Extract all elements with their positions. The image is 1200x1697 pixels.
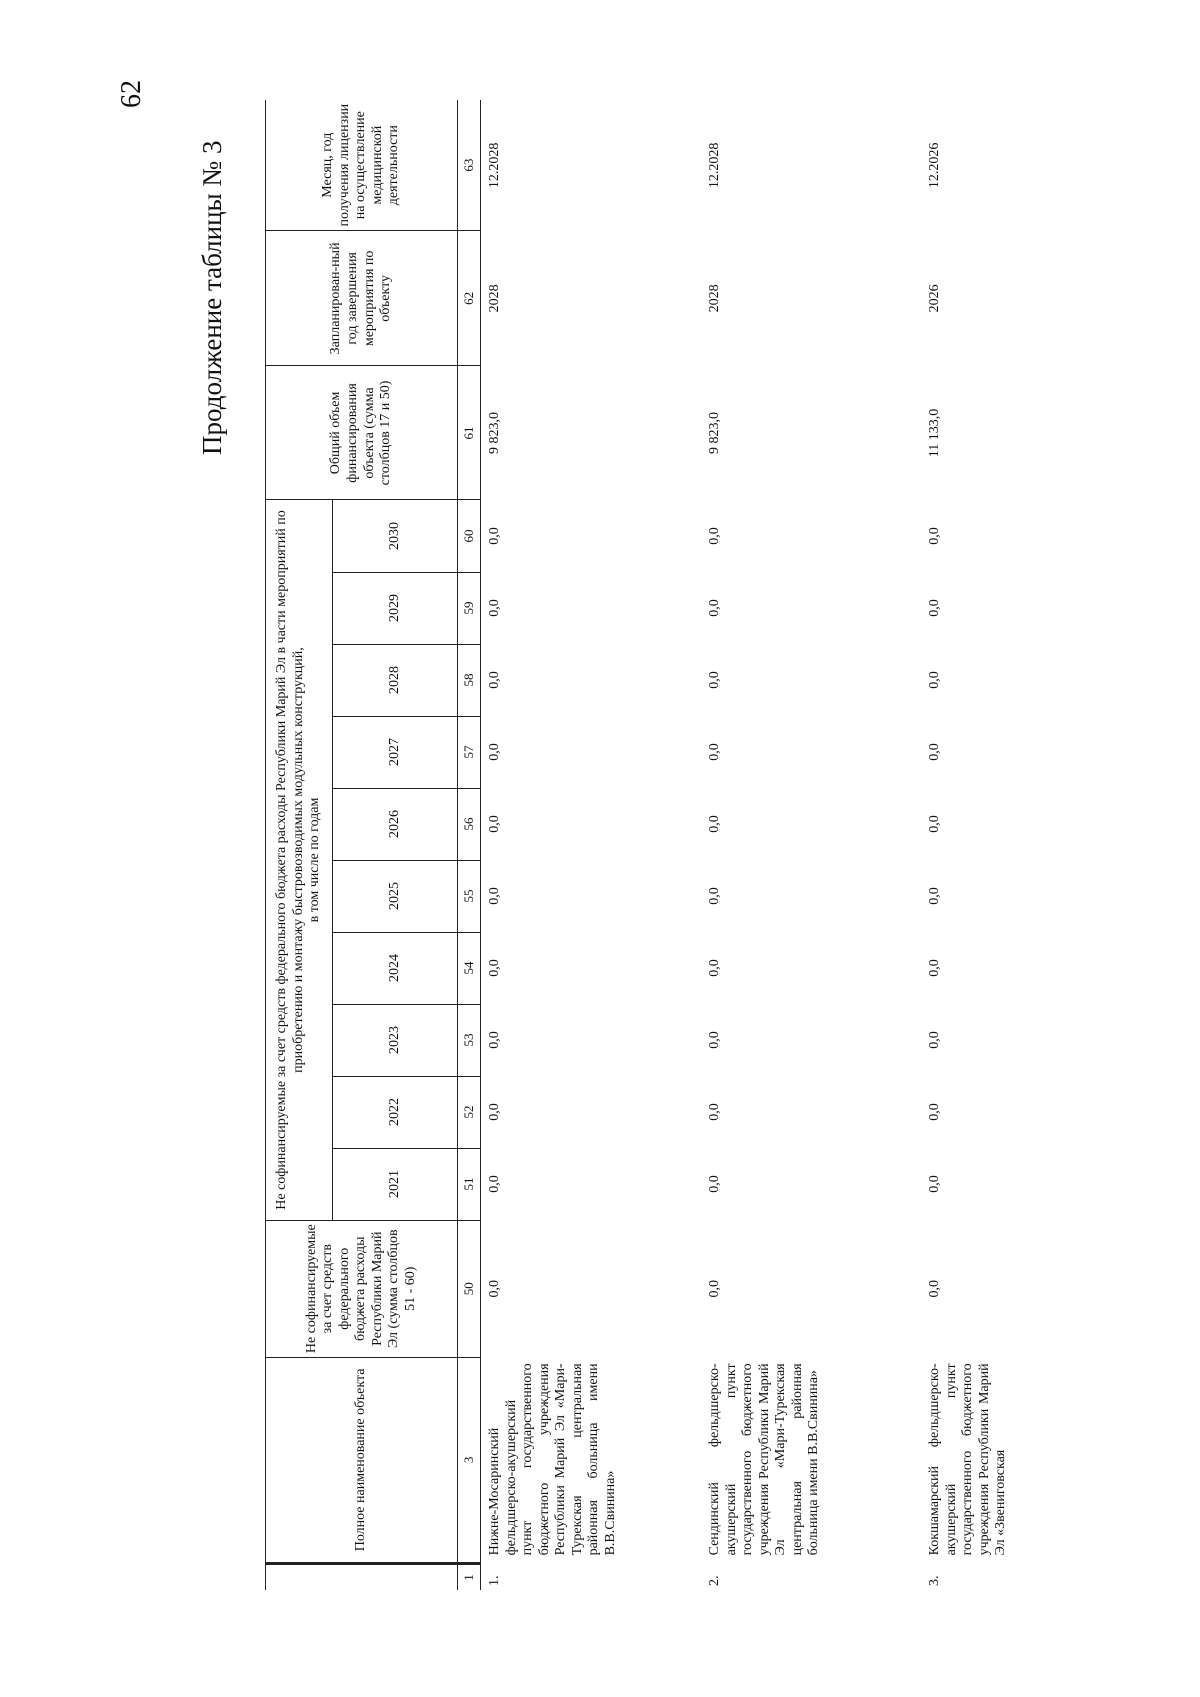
rotated-table-sheet bbox=[265, 100, 1200, 1590]
column-number: 1 bbox=[458, 1563, 481, 1590]
header-nonco-modular bbox=[266, 500, 333, 1220]
header-num-blank bbox=[266, 1563, 458, 1590]
table-row bbox=[921, 100, 1053, 1590]
column-number: 56 bbox=[458, 788, 481, 860]
nonco-total-value: 0,0 bbox=[487, 1279, 502, 1298]
planned-year-value: 2028 bbox=[487, 284, 502, 313]
year-value: 0,0 bbox=[927, 959, 942, 977]
year-value: 0,0 bbox=[487, 1031, 502, 1049]
year-value: 0,0 bbox=[707, 1175, 722, 1193]
year-value: 0,0 bbox=[487, 599, 502, 617]
column-number: 57 bbox=[458, 716, 481, 788]
header-planned-year: Запланирован-ный год завершения мероприятия по объекту bbox=[266, 231, 458, 366]
column-number: 59 bbox=[458, 572, 481, 644]
year-value: 0,0 bbox=[927, 887, 942, 905]
header-year: 2030 bbox=[333, 500, 458, 572]
header-row-1 bbox=[266, 100, 333, 1590]
year-value: 0,0 bbox=[707, 1031, 722, 1049]
column-number: 53 bbox=[458, 1004, 481, 1076]
year-value: 0,0 bbox=[927, 527, 942, 545]
year-value: 0,0 bbox=[487, 959, 502, 977]
year-value: 0,0 bbox=[707, 671, 722, 689]
header-year: 2028 bbox=[333, 644, 458, 716]
header-year: 2025 bbox=[333, 860, 458, 932]
table-row bbox=[481, 100, 702, 1590]
year-value: 0,0 bbox=[927, 1031, 942, 1049]
column-number: 58 bbox=[458, 644, 481, 716]
header-year: 2023 bbox=[333, 1004, 458, 1076]
license-date-value: 12.2028 bbox=[487, 142, 502, 189]
column-number-row bbox=[458, 100, 481, 1590]
license-date-value: 12.2028 bbox=[707, 142, 722, 189]
column-number: 62 bbox=[458, 231, 481, 366]
total-financing-value: 9 823,0 bbox=[487, 411, 502, 454]
year-value: 0,0 bbox=[927, 671, 942, 689]
header-object-name: Полное наименование объекта bbox=[266, 1357, 458, 1563]
header-subgroup-label: в том числе по годам bbox=[307, 797, 323, 923]
year-value: 0,0 bbox=[487, 1103, 502, 1121]
page-number: 62 bbox=[116, 80, 147, 108]
object-name: Нижне-Мосаринский фельдшерско-акушерский пункт государственного бюджетного учреждения Республики Марий Эл «Мари-Турекская центральная районная больница имени В.В.Свинина» bbox=[487, 1363, 618, 1556]
table-row bbox=[701, 100, 921, 1590]
license-date-value: 12.2026 bbox=[927, 142, 942, 189]
year-value: 0,0 bbox=[707, 887, 722, 905]
header-year: 2026 bbox=[333, 788, 458, 860]
year-value: 0,0 bbox=[927, 599, 942, 617]
column-number: 54 bbox=[458, 932, 481, 1004]
year-value: 0,0 bbox=[487, 815, 502, 833]
header-year: 2029 bbox=[333, 572, 458, 644]
year-value: 0,0 bbox=[927, 1175, 942, 1193]
header-total-financing: Общий объем финансирования объекта (сумма столбцов 17 и 50) bbox=[266, 366, 458, 500]
column-number: 52 bbox=[458, 1076, 481, 1148]
total-financing-value: 9 823,0 bbox=[707, 411, 722, 454]
year-value: 0,0 bbox=[927, 1103, 942, 1121]
column-number: 61 bbox=[458, 366, 481, 500]
row-number: 3. bbox=[927, 1575, 942, 1586]
column-number: 55 bbox=[458, 860, 481, 932]
year-value: 0,0 bbox=[707, 599, 722, 617]
nonco-total-value: 0,0 bbox=[927, 1279, 942, 1298]
total-financing-value: 11 133,0 bbox=[927, 408, 942, 458]
column-number: 51 bbox=[458, 1148, 481, 1220]
column-number: 60 bbox=[458, 500, 481, 572]
year-value: 0,0 bbox=[487, 743, 502, 761]
nonco-total-value: 0,0 bbox=[707, 1279, 722, 1298]
object-name: Сендинский фельдшерско-акушерский пункт государственного бюджетного учреждения Республики Марий Эл «Мари-Турекская центральная районная больница имени В.В.Свинина» bbox=[707, 1363, 822, 1556]
year-value: 0,0 bbox=[707, 815, 722, 833]
planned-year-value: 2026 bbox=[927, 284, 942, 313]
header-year: 2027 bbox=[333, 716, 458, 788]
header-year: 2022 bbox=[333, 1076, 458, 1148]
planned-year-value: 2028 bbox=[707, 284, 722, 313]
year-value: 0,0 bbox=[707, 1103, 722, 1121]
header-nonco-total: Не софинансируемые за счет средств федерального бюджета расходы Республики Марий Эл (сумма столбцов 51 - 60) bbox=[266, 1220, 458, 1357]
header-license: Месяц, год получения лицензии на осуществление медицинской деятельности bbox=[266, 100, 458, 231]
column-number: 50 bbox=[458, 1220, 481, 1357]
table-caption: Продолжение таблицы № 3 bbox=[197, 140, 227, 455]
year-value: 0,0 bbox=[487, 1175, 502, 1193]
object-name: Кокшамарский фельдшерско-акушерский пункт государственного бюджетного учреждения Республики Марий Эл «Звениговская bbox=[927, 1363, 1009, 1556]
column-number: 63 bbox=[458, 100, 481, 231]
year-value: 0,0 bbox=[707, 527, 722, 545]
header-year: 2021 bbox=[333, 1148, 458, 1220]
year-value: 0,0 bbox=[707, 959, 722, 977]
year-value: 0,0 bbox=[487, 671, 502, 689]
financing-table bbox=[265, 100, 1053, 1590]
year-value: 0,0 bbox=[927, 815, 942, 833]
header-group-label: Не софинансируемые за счет средств федерального бюджета расходы Республики Марий Эл в части мероприятий по приобретению и монтажу быстровозводимых модульных конструкций, bbox=[274, 510, 306, 1210]
year-value: 0,0 bbox=[927, 743, 942, 761]
year-value: 0,0 bbox=[487, 887, 502, 905]
header-year: 2024 bbox=[333, 932, 458, 1004]
row-number: 1. bbox=[487, 1575, 502, 1586]
column-number: 3 bbox=[458, 1357, 481, 1563]
row-number: 2. bbox=[707, 1575, 722, 1586]
year-value: 0,0 bbox=[487, 527, 502, 545]
year-value: 0,0 bbox=[707, 743, 722, 761]
